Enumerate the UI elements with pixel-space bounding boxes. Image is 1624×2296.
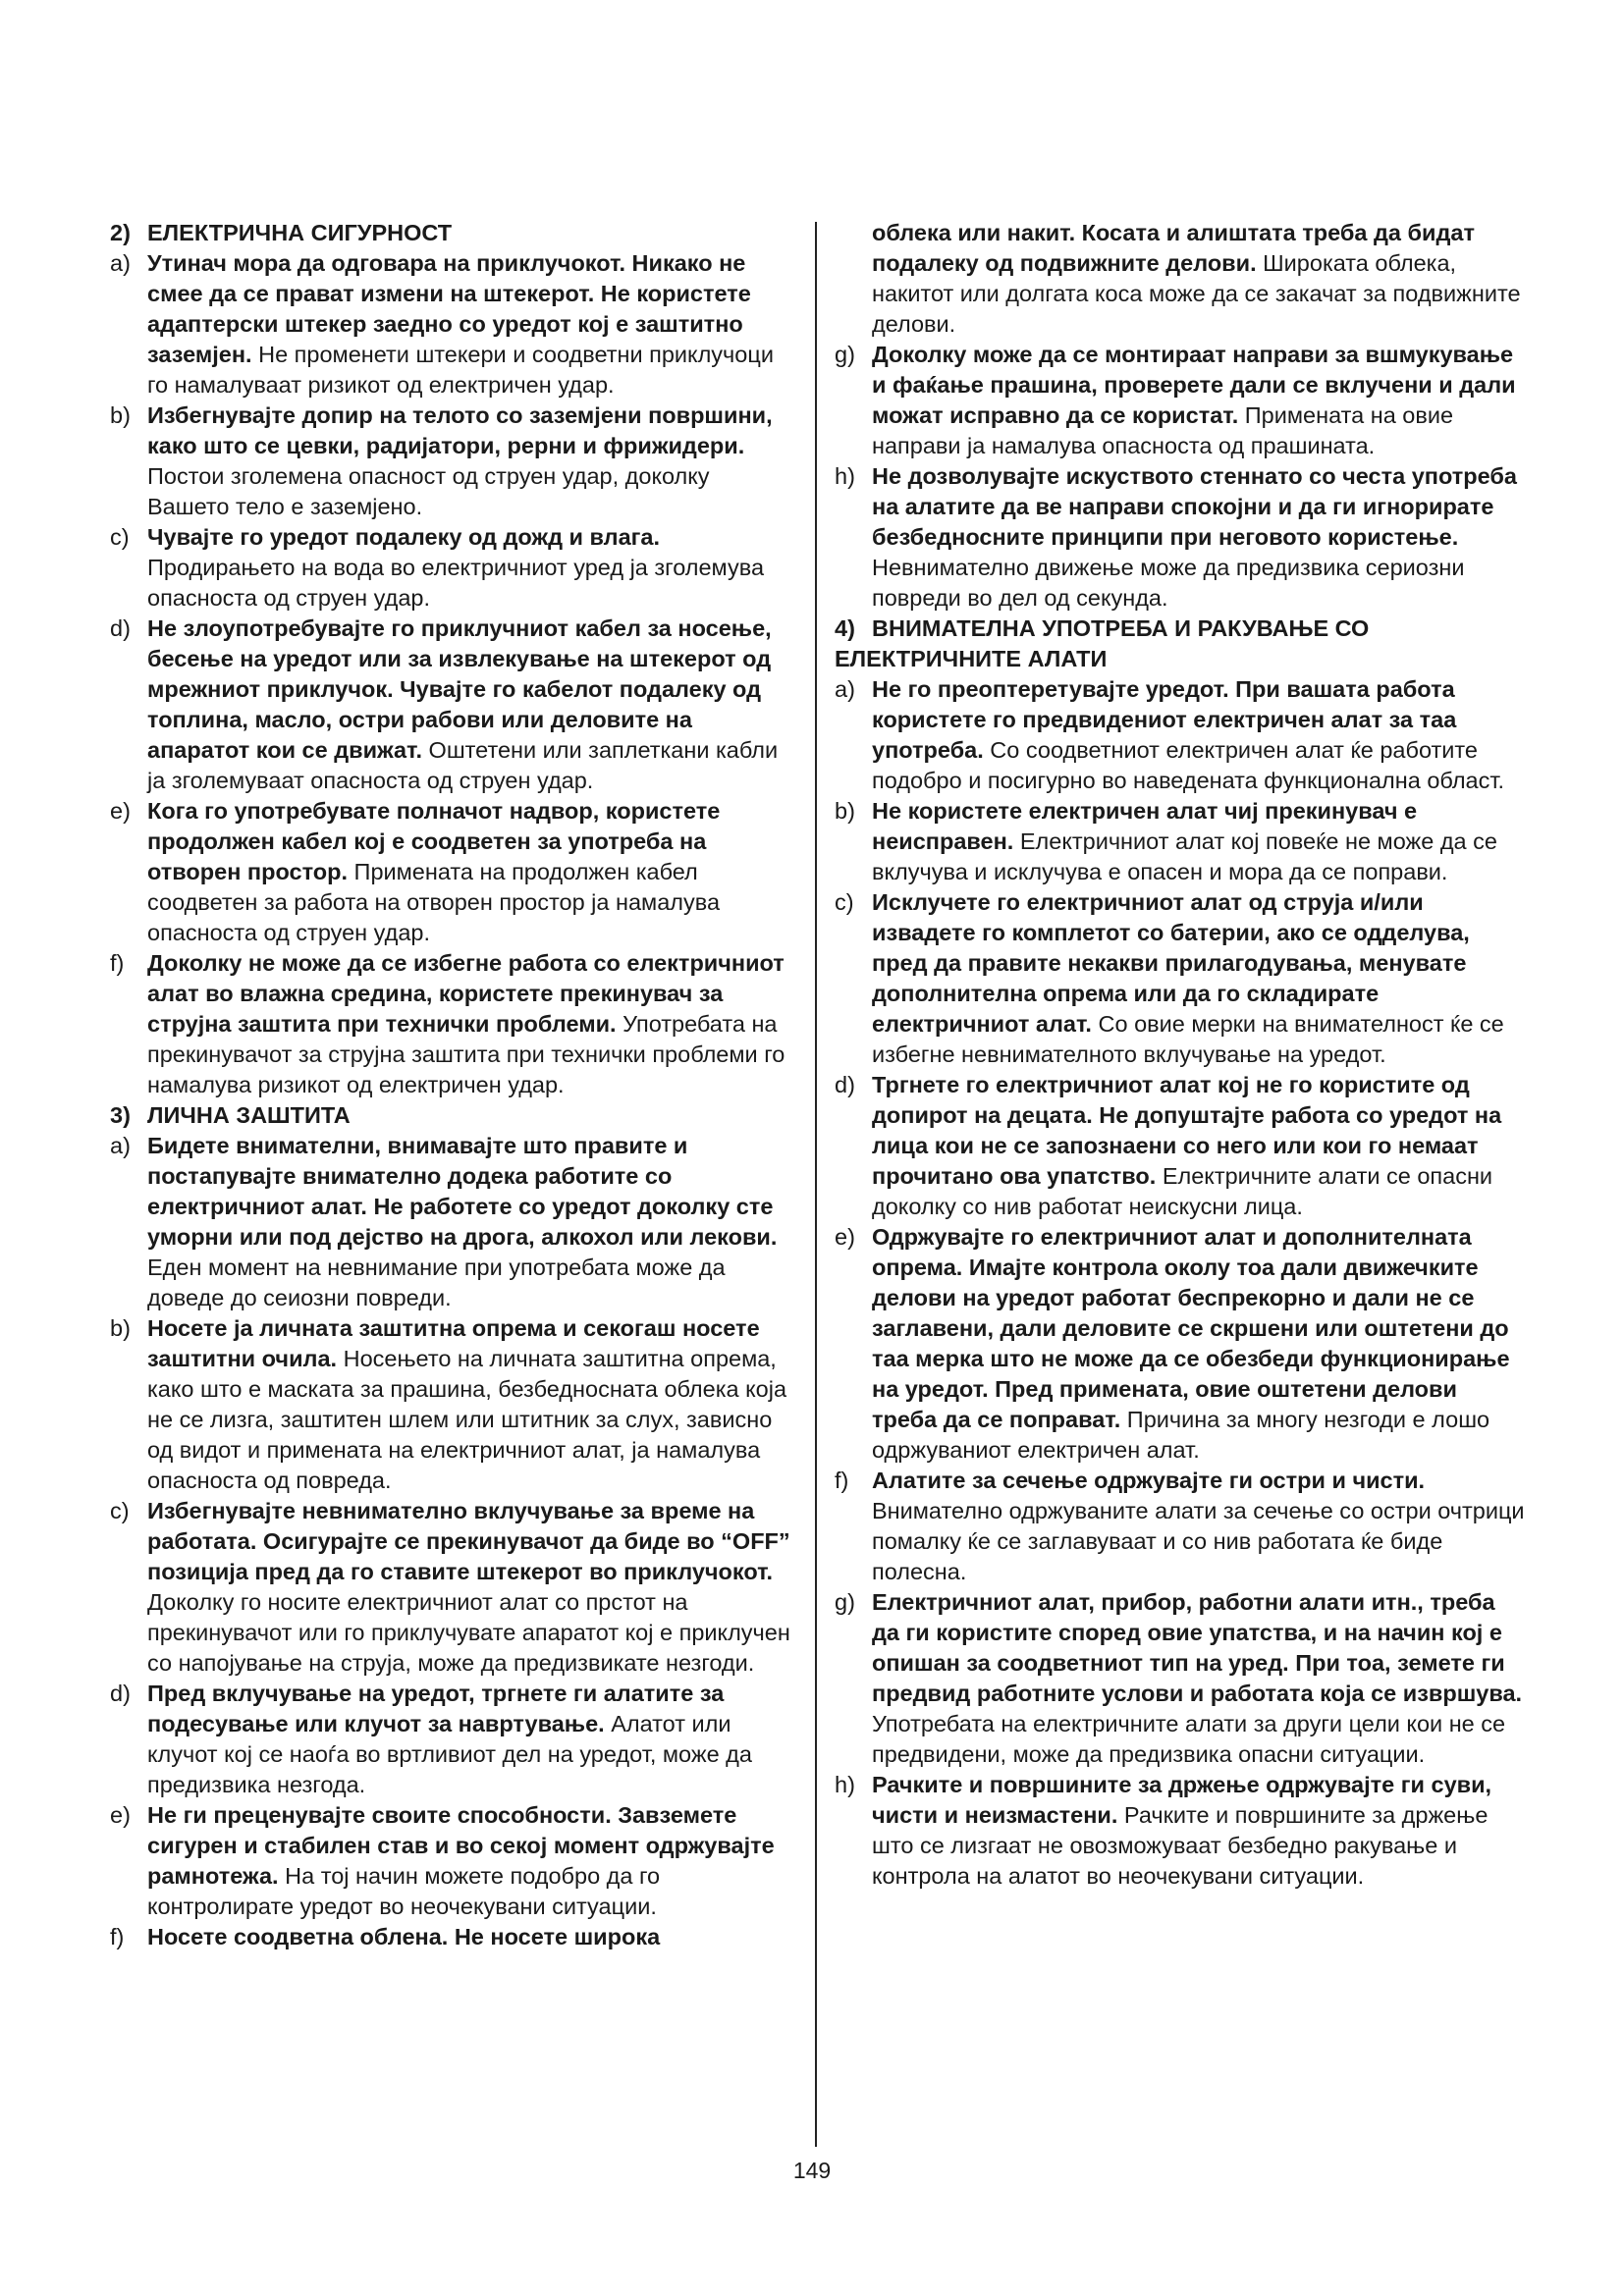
item-label: c): [835, 889, 854, 915]
safety-item: [835, 218, 1525, 340]
section-number: 4): [835, 615, 855, 641]
item-label: e): [110, 1802, 131, 1828]
safety-item: [835, 1770, 1525, 1892]
section-title: ЕЛЕКТРИЧНА СИГУРНОСТ: [147, 220, 453, 245]
item-label: h): [835, 463, 855, 489]
item-label: a): [835, 676, 855, 702]
section-heading: [835, 614, 1525, 674]
item-explanation: Доколку го носите електричниот алат со прстот на прекинувачот или го приклучувате апаратот кој е приклучен со напојување на струја, може да предизвикате незгоди.: [147, 1589, 790, 1676]
item-explanation: Примената на овие направи ја намалува опасноста од прашината.: [872, 402, 1454, 458]
item-explanation: Електричниот алат кој повеќе не може да се вклучува и исклучува е опасен и мора да се поправи.: [872, 828, 1497, 884]
item-warning: Рачките и површините за држење одржувајте ги суви, чисти и неизмастени.: [872, 1772, 1492, 1828]
item-label: h): [835, 1772, 855, 1797]
item-label: g): [835, 342, 855, 367]
item-explanation: Алатот или клучот кој се наоѓа во вртливиот дел на уредот, може да предизвика незгода.: [147, 1711, 752, 1797]
item-warning: Електричниот алат, прибор, работни алати итн., треба да ги користите според овие упатства, и на начин кој е опишан за соодветниот тип на уред. При тоа, земете ги предвид работните услови и работата која се извршува.: [872, 1589, 1523, 1706]
item-warning: Тргнете го електричниот алат кој не го користите од допирот на децата. Не допуштајте работа со уредот на лица кои не се запознаени со него или кои го немаат прочитано ова упатство.: [872, 1072, 1502, 1189]
item-label: d): [835, 1072, 855, 1097]
item-warning: Исклучете го електричниот алат од струја и/или извадете го комплетот со батерии, ако се одделува, пред да правите некакви прилагодувања, менувате дополнителна опрема или да го складирате електричниот алат.: [872, 889, 1470, 1037]
item-warning: Кога го употребувате полначот надвор, користете продолжен кабел кој е соодветен за употреба на отворен простор.: [147, 798, 721, 884]
safety-item: [835, 1070, 1525, 1222]
item-warning: Доколку може да се монтираат направи за вшмукување и фаќање прашина, проверете дали се вклучени и дали можат исправно да се користат.: [872, 342, 1516, 428]
item-label: e): [835, 1224, 855, 1250]
safety-item: [835, 674, 1525, 796]
item-explanation: Продирањето на вода во електричниот уред ја зголемува опасноста од струен удар.: [147, 555, 765, 611]
item-explanation: Невнимателно движење може да предизвика сериозни повреди во дел од секунда.: [872, 555, 1465, 611]
item-warning: облека или накит. Косата и алиштата треба да бидат подалеку од подвижните делови.: [872, 220, 1475, 276]
section-number: 2): [110, 220, 131, 245]
safety-item: [835, 461, 1525, 614]
item-warning: Не го преоптеретувајте уредот. При вашата работа користете го предвидениот електричен алат за таа употреба.: [872, 676, 1457, 763]
right-column: [835, 218, 1525, 1892]
page-number: 149: [792, 2158, 832, 2183]
item-label: d): [110, 1681, 131, 1706]
left-column: [110, 218, 797, 1952]
item-warning: Бидете внимателни, внимавајте што правите и постапувајте внимателно додека работите со електричниот алат. Не работете со уредот доколку сте уморни или под дејство на дрога, алкохол или лекови.: [147, 1133, 778, 1250]
item-explanation: Со овие мерки на внимателност ќе се избегне невнимателното вклучување на уредот.: [872, 1011, 1504, 1067]
item-explanation: Широката облека, накитот или долгата коса може да се закачат за подвижните делови.: [872, 250, 1521, 337]
item-label: c): [110, 524, 130, 550]
item-warning: Носете соодветна облена. Не носете широка: [147, 1924, 661, 1949]
safety-item: [110, 1800, 797, 1922]
item-warning: Одржувајте го електричниот алат и дополнителната опрема. Имајте контрола околу тоа дали движечките делови на уредот работат беспрекорно и дали не се заглавени, дали деловите се скршени или оштетени до таа мерка што не може да се обезбеди функционирање на уредот. Пред примената, овие оштетени делови треба да се поправат.: [872, 1224, 1510, 1432]
item-explanation: Еден момент на невнимание при употребата може да доведе до сеиозни повреди.: [147, 1255, 726, 1310]
item-explanation: Причина за многу незгоди е лошо одржуваниот електричен алат.: [872, 1407, 1490, 1463]
item-label: b): [110, 1315, 131, 1341]
safety-item: [835, 1222, 1525, 1466]
section-title: ЛИЧНА ЗАШТИТА: [147, 1102, 351, 1128]
item-warning: Не користете електричен алат чиј прекинувач е неисправен.: [872, 798, 1418, 854]
item-explanation: Не променети штекери и соодветни приклучоци го намалуваат ризикот од електричен удар.: [147, 342, 774, 398]
safety-item: [110, 1131, 797, 1313]
safety-item: [110, 1922, 797, 1952]
item-label: c): [110, 1498, 130, 1523]
item-warning: Пред вклучување на уредот, тргнете ги алатите за подесување или клучот за навртување.: [147, 1681, 725, 1736]
item-label: g): [835, 1589, 855, 1615]
item-label: a): [110, 250, 131, 276]
safety-item: [110, 248, 797, 400]
item-label: f): [110, 950, 125, 976]
section-number: 3): [110, 1102, 131, 1128]
item-explanation: Примената на продолжен кабел соодветен за работа на отворен простор ја намалува опасноста од струен удар.: [147, 859, 721, 945]
item-explanation: Носењето на личната заштитна опрема, како што е маската за прашина, безбедносната облека која не се лизга, заштитен шлем или штитник за слух, зависно од видот и примената на електричниот алат, ја намалува опасноста од повреда.: [147, 1346, 787, 1493]
safety-item: [110, 1313, 797, 1496]
item-label: a): [110, 1133, 131, 1158]
safety-item: [110, 948, 797, 1100]
safety-item: [110, 522, 797, 614]
section-title: ВНИМАТЕЛНА УПОТРЕБА И РАКУВАЊЕ СО ЕЛЕКТРИЧНИТЕ АЛАТИ: [835, 615, 1370, 671]
item-label: f): [110, 1924, 125, 1949]
item-explanation: Употребата на прекинувачот за струјна заштита при технички проблеми го намалува ризикот од електричен удар.: [147, 1011, 785, 1097]
item-explanation: Електричните алати се опасни доколку со нив работат неискусни лица.: [872, 1163, 1493, 1219]
safety-item: [835, 796, 1525, 887]
safety-item: [110, 400, 797, 522]
safety-item: [835, 1466, 1525, 1587]
item-explanation: Оштетени или заплеткани кабли ја зголемуваат опасноста од струен удар.: [147, 737, 779, 793]
item-warning: Носете ја личната заштитна опрема и секогаш носете заштитни очила.: [147, 1315, 760, 1371]
safety-item: [835, 1587, 1525, 1770]
item-warning: Избегнувајте допир на телото со заземјени површини, како што се цевки, радијатори, рерни и фрижидери.: [147, 402, 773, 458]
item-explanation: На тој начин можете подобро да го контролирате уредот во неочекувани ситуации.: [147, 1863, 661, 1919]
item-label: f): [835, 1468, 849, 1493]
item-warning: Не ги преценувајте своите способности. Завземете сигурен и стабилен став и во секој момент одржувајте рамнотежа.: [147, 1802, 775, 1889]
item-warning: Утинач мора да одговара на приклучокот. Никако не смее да се прават измени на штекерот. Не користете адаптерски штекер заедно со уредот кој е заштитно заземјен.: [147, 250, 751, 367]
item-warning: Чувајте го уредот подалеку од дожд и влага.: [147, 524, 661, 550]
item-warning: Избегнувајте невнимателно вклучување за време на работата. Осигурајте се прекинувачот да биде во “OFF” позиција пред да го ставите штекерот во приклучокот.: [147, 1498, 790, 1584]
item-warning: Доколку не може да се избегне работа со електричниот алат во влажна средина, користете прекинувач за струјна заштита при технички проблеми.: [147, 950, 785, 1037]
safety-item: [110, 1679, 797, 1800]
safety-item: [110, 614, 797, 796]
item-explanation: Употребата на електричните алати за други цели кои не се предвидени, може да предизвика опасни ситуации.: [872, 1711, 1506, 1767]
item-label: e): [110, 798, 131, 824]
item-label: b): [110, 402, 131, 428]
item-warning: Алатите за сечење одржувајте ги остри и чисти.: [872, 1468, 1426, 1493]
item-explanation: Рачките и површините за држење што се лизгаат не овозможуваат безбедно ракување и контрола на алатот во неочекувани ситуации.: [872, 1802, 1489, 1889]
section-heading: [110, 1100, 797, 1131]
item-label: d): [110, 615, 131, 641]
safety-item: [835, 887, 1525, 1070]
safety-item: [835, 340, 1525, 461]
item-warning: Не злоупотребувајте го приклучниот кабел за носење, бесење на уредот или за извлекување на штекерот од мрежниот приклучок. Чувајте го кабелот подалеку од топлина, масло, остри рабови или деловите на апаратот кои се движат.: [147, 615, 772, 763]
section-heading: [110, 218, 797, 248]
safety-item: [110, 1496, 797, 1679]
item-explanation: Постои зголемена опасност од струен удар, доколку Вашето тело е заземјено.: [147, 463, 710, 519]
safety-item: [110, 796, 797, 948]
item-explanation: Со соодветниот електричен алат ќе работите подобро и посигурно во наведената функционална област.: [872, 737, 1505, 793]
column-divider: [815, 222, 817, 2147]
item-explanation: Внимателно одржуваните алати за сечење со остри очтрици помалку ќе се заглавуваат и со нив работата ќе биде полесна.: [872, 1498, 1525, 1584]
item-label: b): [835, 798, 855, 824]
item-warning: Не дозволувајте искуството стеннато со честа употреба на алатите да ве направи спокојни и да ги игнорирате безбедносните принципи при неговото користење.: [872, 463, 1517, 550]
